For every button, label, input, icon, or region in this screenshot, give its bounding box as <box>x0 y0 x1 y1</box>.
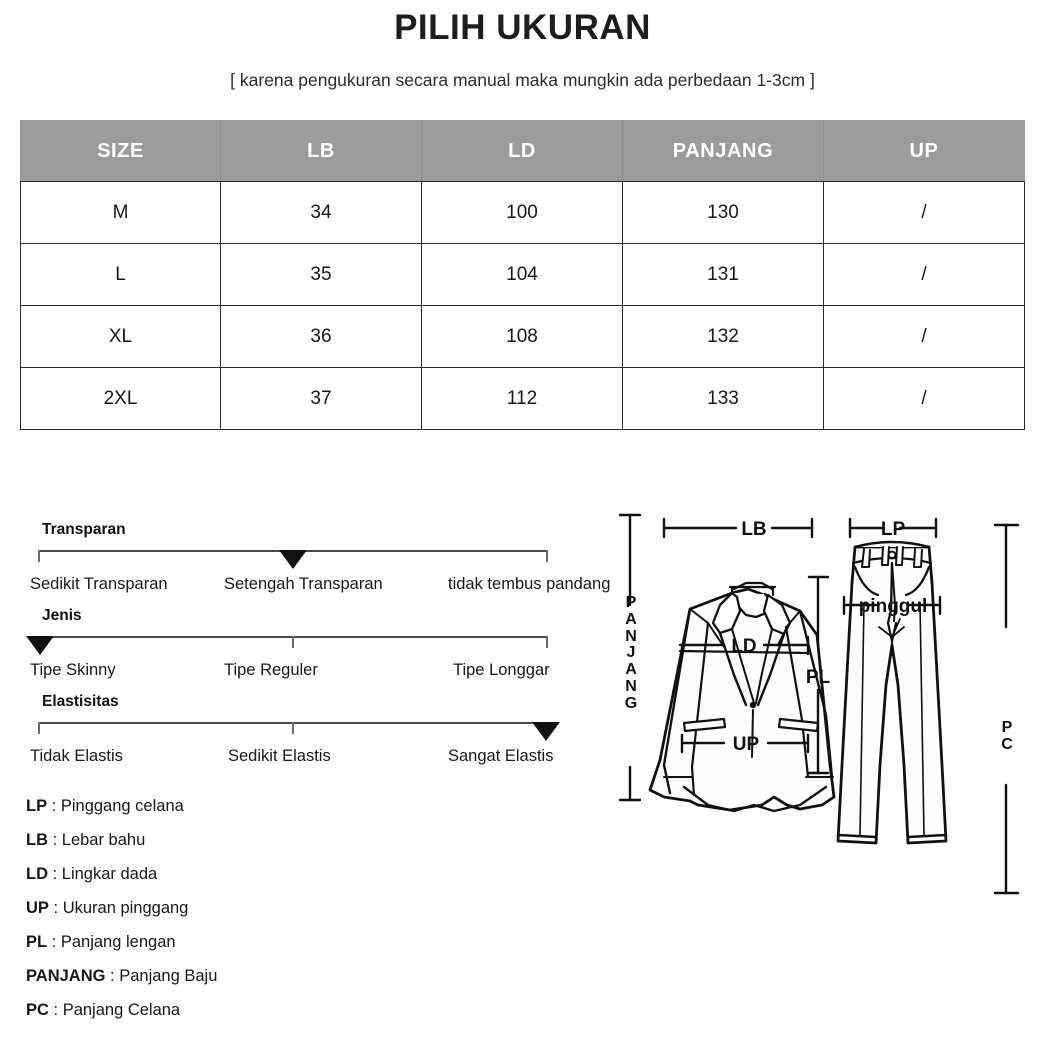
cell-size: L <box>21 244 221 306</box>
list-item <box>26 832 446 849</box>
tick-left <box>38 550 40 562</box>
legend-value: Pinggang celana <box>60 797 184 815</box>
list-item <box>26 866 446 883</box>
cell-panjang: 132 <box>623 306 824 368</box>
legend-value: Panjang Baju <box>119 967 218 985</box>
garment-measurement-diagram <box>612 505 1045 925</box>
table-row <box>21 306 1025 368</box>
column-header-ld: LD <box>422 121 623 182</box>
legend-separator: : <box>105 967 120 985</box>
legend-value: Lebar bahu <box>61 831 146 849</box>
page-subtitle: [ karena pengukuran secara manual maka mungkin ada perbedaan 1-3cm ] <box>230 70 815 90</box>
cell-lb: 35 <box>221 244 422 306</box>
slider-elastisitas <box>30 690 638 776</box>
slider-label-left: Tidak Elastis <box>30 746 123 765</box>
slider-label-middle: Setengah Transparan <box>224 574 383 593</box>
slider-marker-icon[interactable] <box>26 636 54 655</box>
cell-panjang: 133 <box>623 368 824 430</box>
diagram-label-pc-vertical: P C <box>1001 719 1013 753</box>
cell-up: / <box>824 306 1025 368</box>
diagram-label-lb: LB <box>741 519 767 540</box>
legend-separator: : <box>48 865 62 883</box>
slider-jenis <box>30 604 638 690</box>
list-item <box>26 1002 446 1019</box>
column-header-panjang: PANJANG <box>623 121 824 182</box>
size-chart-table <box>20 120 1025 430</box>
cell-up: / <box>824 244 1025 306</box>
legend-key: PL <box>26 933 48 951</box>
blazer-illustration <box>650 583 834 811</box>
slider-label-right: tidak tembus pandang <box>448 574 611 593</box>
slider-label-right: Sangat Elastis <box>448 746 554 765</box>
slider-title-elastisitas: Elastisitas <box>42 693 119 710</box>
measure-pc-line <box>995 525 1018 893</box>
slider-transparan <box>30 518 638 604</box>
legend-key: LD <box>26 865 48 883</box>
tick-right <box>546 550 548 562</box>
legend-value: Ukuran pinggang <box>62 899 189 917</box>
legend-value: Lingkar dada <box>61 865 158 883</box>
diagram-label-pl: PL <box>805 667 831 688</box>
cell-ld: 108 <box>422 306 623 368</box>
cell-ld: 104 <box>422 244 623 306</box>
cell-lb: 36 <box>221 306 422 368</box>
measure-lb-line <box>664 519 812 537</box>
diagram-svg <box>612 505 1045 925</box>
legend-key: UP <box>26 899 49 917</box>
cell-up: / <box>824 368 1025 430</box>
cell-panjang: 130 <box>623 182 824 244</box>
legend-key: LP <box>26 797 48 815</box>
column-header-lb: LB <box>221 121 422 182</box>
list-item <box>26 968 446 985</box>
attribute-scales <box>30 518 638 776</box>
column-header-size: SIZE <box>21 121 221 182</box>
slider-label-left: Sedikit Transparan <box>30 574 168 593</box>
legend-value: Panjang lengan <box>60 933 176 951</box>
cell-lb: 37 <box>221 368 422 430</box>
tick-middle <box>292 722 294 734</box>
pants-illustration <box>838 542 946 843</box>
cell-ld: 112 <box>422 368 623 430</box>
cell-up: / <box>824 182 1025 244</box>
slider-label-left: Tipe Skinny <box>30 660 116 679</box>
slider-title-transparan: Transparan <box>42 521 126 538</box>
table-header-row <box>21 121 1025 182</box>
cell-panjang: 131 <box>623 244 824 306</box>
list-item <box>26 798 446 815</box>
legend-key: PANJANG <box>26 967 106 985</box>
slider-track-transparan[interactable] <box>38 550 548 572</box>
diagram-label-pinggul: pinggul <box>858 596 928 617</box>
cell-size: XL <box>21 306 221 368</box>
cell-ld: 100 <box>422 182 623 244</box>
legend-separator: : <box>47 797 61 815</box>
legend-separator: : <box>48 831 62 849</box>
page-title: PILIH UKURAN <box>394 8 651 47</box>
legend-separator: : <box>48 899 63 917</box>
cell-lb: 34 <box>221 182 422 244</box>
measurement-legend <box>26 798 446 1036</box>
legend-key: LB <box>26 831 48 849</box>
column-header-up: UP <box>824 121 1025 182</box>
slider-track-jenis[interactable] <box>38 636 548 658</box>
diagram-label-ld: LD <box>731 636 757 657</box>
legend-value: Panjang Celana <box>62 1001 181 1019</box>
table-row <box>21 244 1025 306</box>
slider-marker-icon[interactable] <box>532 722 560 741</box>
diagram-label-lp: LP <box>880 519 906 540</box>
slider-track-elastisitas[interactable] <box>38 722 548 744</box>
legend-key: PC <box>26 1001 49 1019</box>
slider-title-jenis: Jenis <box>42 607 82 624</box>
tick-left <box>38 722 40 734</box>
legend-separator: : <box>47 933 61 951</box>
legend-separator: : <box>48 1001 63 1019</box>
table-row <box>21 182 1025 244</box>
list-item <box>26 934 446 951</box>
slider-marker-icon[interactable] <box>279 550 307 569</box>
cell-size: 2XL <box>21 368 221 430</box>
diagram-label-panjang-vertical: P A N J A N G <box>624 594 638 712</box>
tick-middle <box>292 636 294 648</box>
slider-label-right: Tipe Longgar <box>453 660 550 679</box>
tick-right <box>546 636 548 648</box>
diagram-label-up: UP <box>732 734 760 755</box>
slider-label-middle: Sedikit Elastis <box>228 746 331 765</box>
list-item <box>26 900 446 917</box>
slider-label-middle: Tipe Reguler <box>224 660 318 679</box>
cell-size: M <box>21 182 221 244</box>
table-row <box>21 368 1025 430</box>
